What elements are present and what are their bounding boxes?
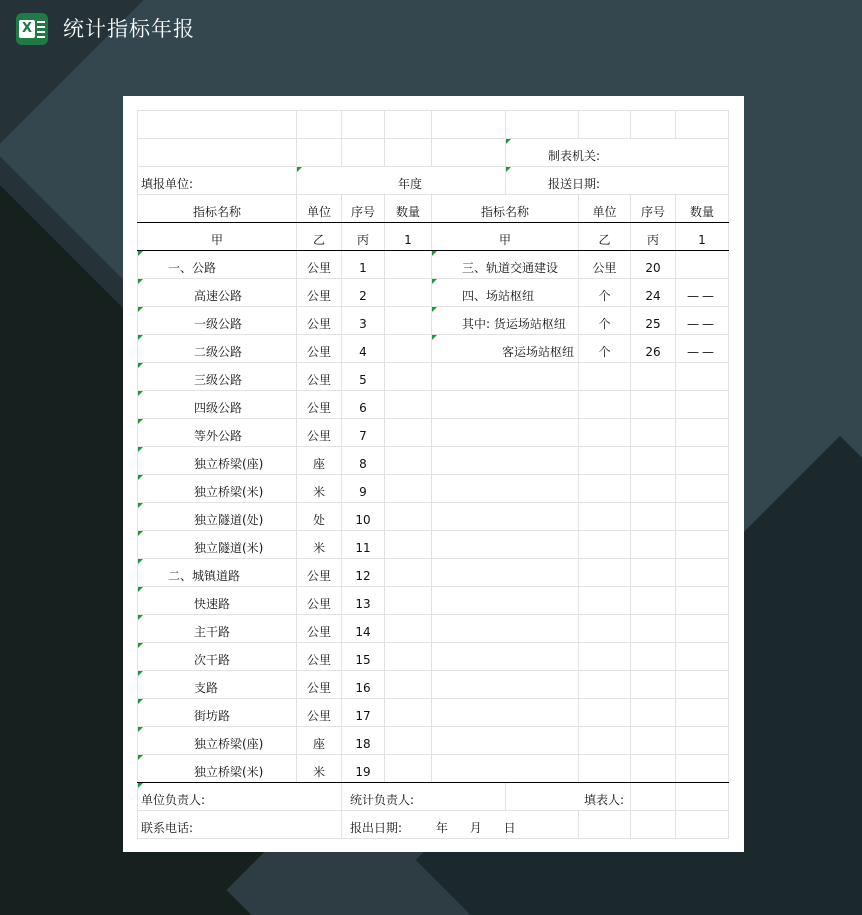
indicator-name[interactable]: 三级公路	[138, 363, 297, 391]
indicator-qty[interactable]: ——	[676, 279, 729, 307]
column-header-row	[138, 195, 729, 223]
indicator-qty[interactable]	[385, 279, 432, 307]
indicator-unit[interactable]	[579, 727, 631, 755]
org-row	[138, 139, 729, 167]
indicator-unit[interactable]: 米	[297, 755, 342, 783]
indicator-seq[interactable]	[631, 391, 676, 419]
indicator-unit[interactable]: 处	[297, 503, 342, 531]
indicator-seq[interactable]: 2	[342, 279, 385, 307]
indicator-unit[interactable]: 个	[579, 335, 631, 363]
indicator-seq[interactable]	[631, 615, 676, 643]
indicator-unit[interactable]	[579, 587, 631, 615]
table-row	[138, 727, 729, 755]
indicator-seq[interactable]: 17	[342, 699, 385, 727]
indicator-qty[interactable]	[676, 755, 729, 783]
indicator-seq[interactable]: 26	[631, 335, 676, 363]
filler-unit-label[interactable]: 填报单位:	[138, 167, 297, 195]
indicator-name[interactable]: 客运场站枢纽	[432, 335, 579, 363]
indicator-qty[interactable]	[385, 503, 432, 531]
indicator-unit[interactable]: 公里	[297, 363, 342, 391]
indicator-seq[interactable]	[631, 475, 676, 503]
indicator-name[interactable]: 独立隧道(处)	[138, 503, 297, 531]
indicator-seq[interactable]	[631, 419, 676, 447]
indicator-name[interactable]	[432, 671, 579, 699]
indicator-seq[interactable]: 6	[342, 391, 385, 419]
excel-icon: X	[16, 13, 48, 45]
table-row	[138, 363, 729, 391]
indicator-seq[interactable]	[631, 559, 676, 587]
code-name-right[interactable]: 甲	[432, 223, 579, 251]
indicator-seq[interactable]: 8	[342, 447, 385, 475]
indicator-unit[interactable]	[579, 699, 631, 727]
indicator-unit[interactable]	[579, 559, 631, 587]
indicator-seq[interactable]: 14	[342, 615, 385, 643]
table-row	[138, 279, 729, 307]
indicator-name[interactable]	[432, 559, 579, 587]
col-qty-left[interactable]: 数量	[385, 195, 432, 223]
indicator-unit[interactable]: 公里	[297, 307, 342, 335]
indicator-unit[interactable]: 公里	[297, 587, 342, 615]
indicator-qty[interactable]	[676, 503, 729, 531]
indicator-name[interactable]: 四、场站枢纽	[432, 279, 579, 307]
indicator-unit[interactable]	[579, 363, 631, 391]
indicator-qty[interactable]: ——	[676, 307, 729, 335]
indicator-name[interactable]: 快速路	[138, 587, 297, 615]
indicator-seq[interactable]	[631, 643, 676, 671]
indicator-name[interactable]: 街坊路	[138, 699, 297, 727]
indicator-seq[interactable]: 19	[342, 755, 385, 783]
indicator-unit[interactable]	[579, 755, 631, 783]
code-name-left[interactable]: 甲	[138, 223, 297, 251]
indicator-qty[interactable]	[385, 559, 432, 587]
indicator-qty[interactable]	[385, 671, 432, 699]
indicator-name[interactable]: 一、公路	[138, 251, 297, 279]
indicator-name[interactable]	[432, 699, 579, 727]
table-row	[138, 391, 729, 419]
report-date-label: 报出日期:	[350, 821, 403, 835]
indicator-name[interactable]: 四级公路	[138, 391, 297, 419]
indicator-unit[interactable]: 公里	[297, 671, 342, 699]
indicator-qty[interactable]	[676, 447, 729, 475]
indicator-name[interactable]: 二、城镇道路	[138, 559, 297, 587]
table-row	[138, 251, 729, 279]
indicator-qty[interactable]	[385, 475, 432, 503]
indicator-qty[interactable]	[676, 615, 729, 643]
indicator-qty[interactable]	[676, 727, 729, 755]
code-qty-left[interactable]: 1	[385, 223, 432, 251]
indicator-qty[interactable]	[385, 727, 432, 755]
col-name-left[interactable]: 指标名称	[138, 195, 297, 223]
code-seq-left[interactable]: 丙	[342, 223, 385, 251]
indicator-unit[interactable]	[579, 391, 631, 419]
indicator-qty[interactable]: ——	[676, 335, 729, 363]
indicator-name[interactable]: 二级公路	[138, 335, 297, 363]
indicator-seq[interactable]	[631, 363, 676, 391]
indicator-qty[interactable]	[676, 699, 729, 727]
table-row	[138, 615, 729, 643]
indicator-qty[interactable]	[385, 587, 432, 615]
indicator-seq[interactable]: 13	[342, 587, 385, 615]
table-row	[138, 447, 729, 475]
table-row	[138, 755, 729, 783]
indicator-qty[interactable]	[676, 251, 729, 279]
col-seq-right[interactable]: 序号	[631, 195, 676, 223]
indicator-unit[interactable]: 公里	[297, 335, 342, 363]
indicator-qty[interactable]	[676, 671, 729, 699]
indicator-name[interactable]: 高速公路	[138, 279, 297, 307]
indicator-unit[interactable]: 公里	[297, 615, 342, 643]
indicator-seq[interactable]: 5	[342, 363, 385, 391]
indicator-qty[interactable]	[385, 531, 432, 559]
indicator-qty[interactable]	[676, 475, 729, 503]
indicator-name[interactable]: 独立桥梁(座)	[138, 447, 297, 475]
indicator-qty[interactable]	[385, 251, 432, 279]
indicator-name[interactable]: 独立桥梁(米)	[138, 475, 297, 503]
indicator-name[interactable]	[432, 447, 579, 475]
indicator-name[interactable]: 三、轨道交通建设	[432, 251, 579, 279]
indicator-qty[interactable]	[385, 335, 432, 363]
table-row	[138, 643, 729, 671]
indicator-name[interactable]	[432, 363, 579, 391]
indicator-qty[interactable]	[385, 391, 432, 419]
code-row	[138, 223, 729, 251]
col-seq-left[interactable]: 序号	[342, 195, 385, 223]
table-row	[138, 559, 729, 587]
indicator-qty[interactable]	[676, 363, 729, 391]
table-row	[138, 475, 729, 503]
indicator-qty[interactable]	[385, 419, 432, 447]
table-row	[138, 587, 729, 615]
indicator-seq[interactable]	[631, 671, 676, 699]
indicator-qty[interactable]	[676, 559, 729, 587]
col-name-right[interactable]: 指标名称	[432, 195, 579, 223]
indicator-unit[interactable]: 座	[297, 447, 342, 475]
indicator-qty[interactable]	[385, 699, 432, 727]
indicator-seq[interactable]: 24	[631, 279, 676, 307]
indicator-name[interactable]	[432, 643, 579, 671]
spreadsheet-sheet	[123, 96, 744, 852]
indicator-qty[interactable]	[385, 755, 432, 783]
year-text: 年	[435, 821, 448, 835]
indicator-qty[interactable]	[385, 307, 432, 335]
indicator-unit[interactable]: 公里	[297, 699, 342, 727]
indicator-seq[interactable]	[631, 447, 676, 475]
indicator-qty[interactable]	[676, 587, 729, 615]
indicator-name[interactable]: 次干路	[138, 643, 297, 671]
table-row	[138, 307, 729, 335]
code-unit-right[interactable]: 乙	[579, 223, 631, 251]
indicator-unit[interactable]: 公里	[297, 251, 342, 279]
indicator-name[interactable]: 一级公路	[138, 307, 297, 335]
indicator-unit[interactable]	[579, 447, 631, 475]
report-date[interactable]	[342, 811, 579, 839]
indicator-name[interactable]	[432, 531, 579, 559]
indicator-name[interactable]	[432, 503, 579, 531]
indicator-unit[interactable]: 座	[297, 727, 342, 755]
table-row	[138, 671, 729, 699]
indicator-qty[interactable]	[385, 363, 432, 391]
indicator-unit[interactable]	[579, 419, 631, 447]
code-seq-right[interactable]: 丙	[631, 223, 676, 251]
indicator-qty[interactable]	[676, 391, 729, 419]
indicator-name[interactable]: 支路	[138, 671, 297, 699]
indicator-qty[interactable]	[676, 419, 729, 447]
app-header	[0, 0, 862, 60]
indicator-name[interactable]	[432, 727, 579, 755]
indicator-name[interactable]	[432, 615, 579, 643]
table-row	[138, 335, 729, 363]
indicator-qty[interactable]	[676, 643, 729, 671]
indicator-name[interactable]	[432, 391, 579, 419]
filler-row	[138, 167, 729, 195]
indicator-unit[interactable]: 公里	[297, 391, 342, 419]
indicator-seq[interactable]	[631, 727, 676, 755]
indicator-name[interactable]	[432, 587, 579, 615]
contact-row	[138, 811, 729, 839]
code-unit-left[interactable]: 乙	[297, 223, 342, 251]
table-row	[138, 419, 729, 447]
year-label[interactable]: 年度	[297, 167, 506, 195]
indicator-seq[interactable]: 4	[342, 335, 385, 363]
indicator-name[interactable]: 其中: 货运场站枢纽	[432, 307, 579, 335]
indicator-seq[interactable]: 25	[631, 307, 676, 335]
indicator-unit[interactable]	[579, 531, 631, 559]
indicator-seq[interactable]: 12	[342, 559, 385, 587]
indicator-unit[interactable]: 米	[297, 475, 342, 503]
report-table	[137, 110, 729, 839]
indicator-seq[interactable]: 18	[342, 727, 385, 755]
indicator-unit[interactable]: 公里	[297, 279, 342, 307]
indicator-qty[interactable]	[385, 643, 432, 671]
indicator-seq[interactable]	[631, 699, 676, 727]
table-row	[138, 699, 729, 727]
col-qty-right[interactable]: 数量	[676, 195, 729, 223]
indicator-name[interactable]	[432, 475, 579, 503]
indicator-unit[interactable]: 公里	[579, 251, 631, 279]
indicator-name[interactable]: 等外公路	[138, 419, 297, 447]
indicator-name[interactable]: 独立隧道(米)	[138, 531, 297, 559]
day-text: 日	[503, 821, 516, 835]
stat-head-label[interactable]: 统计负责人:	[342, 783, 506, 811]
indicator-unit[interactable]	[579, 475, 631, 503]
indicator-seq[interactable]: 10	[342, 503, 385, 531]
code-qty-right[interactable]: 1	[676, 223, 729, 251]
col-unit-right[interactable]: 单位	[579, 195, 631, 223]
col-unit-left[interactable]: 单位	[297, 195, 342, 223]
table-row	[138, 503, 729, 531]
indicator-unit[interactable]: 米	[297, 531, 342, 559]
indicator-seq[interactable]: 20	[631, 251, 676, 279]
org-label[interactable]: 制表机关:	[506, 139, 729, 167]
signature-row	[138, 783, 729, 811]
indicator-unit[interactable]	[579, 671, 631, 699]
indicator-unit[interactable]: 个	[579, 307, 631, 335]
indicator-name[interactable]: 主干路	[138, 615, 297, 643]
indicator-seq[interactable]: 15	[342, 643, 385, 671]
indicator-seq[interactable]: 3	[342, 307, 385, 335]
page-title: 统计指标年报	[63, 17, 195, 41]
phone-label[interactable]: 联系电话:	[138, 811, 342, 839]
indicator-name[interactable]	[432, 755, 579, 783]
indicator-qty[interactable]	[385, 615, 432, 643]
month-text: 月	[469, 821, 482, 835]
indicator-seq[interactable]: 7	[342, 419, 385, 447]
indicator-seq[interactable]	[631, 503, 676, 531]
indicator-unit[interactable]: 公里	[297, 559, 342, 587]
indicator-seq[interactable]: 1	[342, 251, 385, 279]
indicator-seq[interactable]: 16	[342, 671, 385, 699]
indicator-seq[interactable]: 11	[342, 531, 385, 559]
indicator-seq[interactable]	[631, 587, 676, 615]
table-row	[138, 531, 729, 559]
indicator-unit[interactable]: 个	[579, 279, 631, 307]
indicator-unit[interactable]: 公里	[297, 643, 342, 671]
indicator-unit[interactable]: 公里	[297, 419, 342, 447]
indicator-name[interactable]	[432, 419, 579, 447]
indicator-seq[interactable]: 9	[342, 475, 385, 503]
indicator-unit[interactable]	[579, 615, 631, 643]
indicator-qty[interactable]	[676, 531, 729, 559]
blank-row	[138, 111, 729, 139]
indicator-seq[interactable]	[631, 531, 676, 559]
indicator-unit[interactable]	[579, 643, 631, 671]
indicator-seq[interactable]	[631, 755, 676, 783]
filler-person-label[interactable]: 填表人:	[506, 783, 631, 811]
indicator-name[interactable]: 独立桥梁(米)	[138, 755, 297, 783]
unit-head-label[interactable]: 单位负责人:	[138, 783, 342, 811]
submit-date-label[interactable]: 报送日期:	[506, 167, 729, 195]
indicator-unit[interactable]	[579, 503, 631, 531]
indicator-name[interactable]: 独立桥梁(座)	[138, 727, 297, 755]
indicator-qty[interactable]	[385, 447, 432, 475]
